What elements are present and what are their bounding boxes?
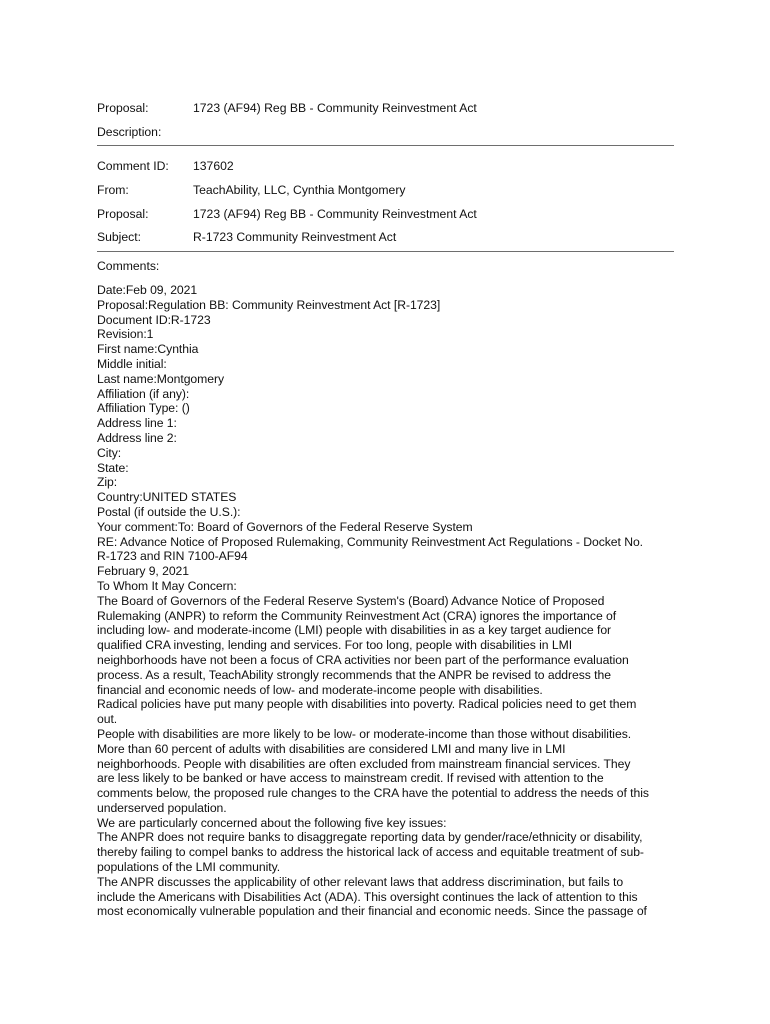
comment-body-line: City: [97, 445, 122, 460]
comment-body-line: out. [97, 712, 118, 727]
comment-body-line: RE: Advance Notice of Proposed Rulemaking, Community Reinvestment Act Regulations - Docket No. [97, 534, 644, 549]
comments-heading [97, 259, 674, 273]
comment-id-row [97, 159, 674, 173]
comment-body-line: We are particularly concerned about the following five key issues: [97, 815, 447, 830]
comment-body-line: The Board of Governors of the Federal Reserve System's (Board) Advance Notice of Proposed [97, 593, 605, 608]
comment-body-line: Revision:1 [97, 327, 154, 342]
description-row [97, 125, 674, 139]
comment-body-line: State: [97, 460, 129, 475]
proposal-header [97, 101, 674, 139]
proposal-value: 1723 (AF94) Reg BB - Community Reinvestment Act [193, 101, 477, 115]
comments-label: Comments: [97, 259, 160, 273]
proposal-row [97, 101, 674, 115]
comment-body-line: First name:Cynthia [97, 342, 199, 357]
comment-body-line: Postal (if outside the U.S.): [97, 504, 241, 519]
comment-body [97, 283, 677, 919]
comment-body-line: thereby failing to compel banks to address the historical lack of access and equitable treatment of sub- [97, 845, 644, 860]
description-label: Description: [97, 125, 162, 139]
comment-body-line: Document ID:R-1723 [97, 312, 211, 327]
comment-body-line: The ANPR discusses the applicability of other relevant laws that address discrimination, but fails to [97, 874, 624, 889]
comment-body-line: Radical policies have put many people with disabilities into poverty. Radical policies need to get them [97, 697, 637, 712]
comment-body-line: Last name:Montgomery [97, 371, 225, 386]
divider-top [97, 145, 674, 146]
comment-body-line: Address line 1: [97, 416, 177, 431]
divider-bottom [97, 251, 674, 252]
comment-body-line: People with disabilities are more likely to be low- or moderate-income than those without disabilities. [97, 726, 632, 741]
comment-body-line: Middle initial: [97, 356, 167, 371]
comment-body-line: Country:UNITED STATES [97, 490, 237, 505]
comment-body-line: are less likely to be banked or have access to mainstream credit. If revised with attention to the [97, 771, 604, 786]
from-value: TeachAbility, LLC, Cynthia Montgomery [193, 183, 406, 197]
comment-body-line: comments below, the proposed rule changes to the CRA have the potential to address the needs of this [97, 786, 649, 801]
comment-body-line: populations of the LMI community. [97, 860, 281, 875]
comment-body-line: Affiliation Type: () [97, 401, 190, 416]
comment-body-line: most economically vulnerable population and their financial and economic needs. Since the passage of [97, 904, 647, 919]
from-row [97, 183, 674, 197]
comment-body-line: Date:Feb 09, 2021 [97, 283, 198, 297]
comment-body-line: Your comment:To: Board of Governors of the Federal Reserve System [97, 519, 473, 534]
subject-row [97, 230, 674, 244]
comments-row [97, 259, 674, 273]
comment-body-line: underserved population. [97, 800, 227, 815]
comment-body-line: neighborhoods have not been a focus of CRA activities nor been part of the performance evaluation [97, 652, 629, 667]
comment-body-line: The ANPR does not require banks to disaggregate reporting data by gender/race/ethnicity or disability, [97, 830, 643, 845]
from-label: From: [97, 183, 129, 197]
comment-body-line: qualified CRA investing, lending and services. For too long, people with disabilities in LMI [97, 638, 573, 653]
proposal-label: Proposal: [97, 101, 149, 115]
subject-value: R-1723 Community Reinvestment Act [193, 230, 397, 244]
comment-body-line: Affiliation (if any): [97, 386, 190, 401]
comment-body-line: including low- and moderate-income (LMI) people with disabilities in as a key target audience for [97, 623, 612, 638]
comment-body-line: process. As a result, TeachAbility strongly recommends that the ANPR be revised to address the [97, 667, 611, 682]
comment-body-line: Zip: [97, 475, 118, 490]
subject-label: Subject: [97, 230, 142, 244]
proposal-meta-row [97, 207, 674, 221]
comment-body-line: include the Americans with Disabilities Act (ADA). This oversight continues the lack of attention to this [97, 889, 638, 904]
proposal-meta-value: 1723 (AF94) Reg BB - Community Reinvestment Act [193, 207, 477, 221]
comment-meta [97, 159, 674, 244]
comment-body-line: neighborhoods. People with disabilities are often excluded from mainstream financial services. They [97, 756, 631, 771]
comment-body-line: Rulemaking (ANPR) to reform the Community Reinvestment Act (CRA) ignores the importance of [97, 608, 617, 623]
comment-body-line: Proposal:Regulation BB: Community Reinvestment Act [R-1723] [97, 297, 441, 312]
comment-body-line: financial and economic needs of low- and moderate-income people with disabilities. [97, 682, 543, 697]
comment-id-value: 137602 [193, 159, 234, 173]
comment-body-line: R-1723 and RIN 7100-AF94 [97, 549, 248, 564]
comment-body-line: To Whom It May Concern: [97, 578, 237, 593]
proposal-meta-label: Proposal: [97, 207, 149, 221]
comment-body-line: February 9, 2021 [97, 564, 190, 579]
comment-body-line: More than 60 percent of adults with disabilities are considered LMI and many live in LMI [97, 741, 566, 756]
comment-id-label: Comment ID: [97, 159, 169, 173]
comment-body-line: Address line 2: [97, 430, 177, 445]
